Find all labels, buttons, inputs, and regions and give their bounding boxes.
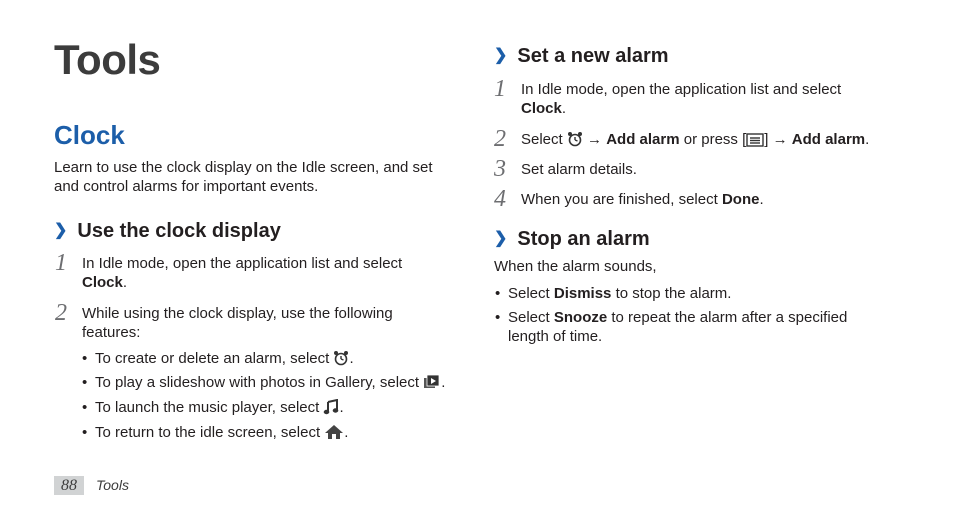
step-number: 2 (494, 126, 506, 152)
step-number: 1 (55, 250, 67, 276)
home-icon (324, 424, 344, 445)
step-bold: Clock (82, 274, 123, 291)
alarm-clock-icon (567, 131, 583, 152)
bullet-text: To launch the music player, select (95, 399, 324, 416)
bullet-bold: Dismiss (553, 285, 612, 302)
step-arrow: → (582, 131, 607, 148)
page-title: Tools (54, 36, 161, 83)
stop-alarm-intro: When the alarm sounds, (494, 258, 657, 275)
list-item (82, 373, 446, 395)
menu-key-icon (746, 133, 764, 152)
bullet-dot: • (495, 309, 501, 326)
bullet-dot: • (82, 374, 88, 391)
bullet-dot: • (82, 350, 88, 367)
step-end: . (122, 274, 128, 291)
list-item (82, 349, 354, 371)
step-bold: Add alarm (791, 131, 866, 148)
step-bold: Done (721, 191, 760, 208)
step-2 (521, 130, 921, 152)
step-number: 3 (494, 156, 506, 182)
step-2: While using the clock display, use the following features: (82, 305, 393, 341)
step-text: ] → (764, 131, 792, 148)
step-end: . (759, 191, 764, 208)
heading-stop-alarm (494, 228, 650, 251)
step-1 (82, 254, 442, 292)
bullet-dot: • (82, 399, 88, 416)
footer-label: Tools (96, 477, 129, 493)
step-bold: Clock (521, 100, 562, 117)
list-item (495, 308, 878, 346)
bullet-text: To return to the idle screen, select (95, 424, 325, 441)
step-3: Set alarm details. (521, 161, 637, 178)
list-item (82, 423, 349, 445)
heading-text: Stop an alarm (517, 228, 650, 250)
section-title-clock: Clock (54, 120, 125, 150)
step-text: or press [ (679, 131, 747, 148)
heading-use-clock-display (54, 220, 281, 243)
heading-text: Set a new alarm (517, 45, 669, 67)
alarm-clock-icon (333, 350, 349, 371)
step-number: 2 (55, 300, 67, 326)
bullet-text: To play a slideshow with photos in Gallery, select (95, 374, 424, 391)
step-end: . (865, 131, 870, 148)
bullet-end: . (344, 424, 349, 441)
step-text: When you are finished, select (521, 191, 722, 208)
bullet-text: to repeat the alarm after a specified length of time. (508, 309, 848, 345)
list-item (495, 284, 732, 303)
bullet-text: to stop the alarm. (611, 285, 732, 302)
bullet-dot: • (82, 424, 88, 441)
bullet-text: Select (508, 285, 554, 302)
section-intro: Learn to use the clock display on the Idle screen, and set and control alarms for important events. (54, 159, 433, 195)
step-text: Select (521, 131, 567, 148)
step-1 (521, 80, 881, 118)
music-note-icon (323, 399, 339, 420)
chevron-icon: ❯ (54, 222, 68, 239)
chevron-icon: ❯ (494, 47, 508, 64)
bullet-text: To create or delete an alarm, select (95, 350, 334, 367)
step-text: In Idle mode, open the application list and select (82, 255, 403, 272)
bullet-end: . (349, 350, 354, 367)
heading-set-new-alarm (494, 45, 669, 68)
page-number: 88 (54, 476, 84, 495)
slideshow-icon (423, 374, 441, 395)
chevron-icon: ❯ (494, 230, 508, 247)
step-4 (521, 190, 764, 209)
list-item (82, 398, 344, 420)
step-number: 1 (494, 76, 506, 102)
bullet-bold: Snooze (553, 309, 608, 326)
step-number: 4 (494, 186, 506, 212)
bullet-dot: • (495, 285, 501, 302)
bullet-end: . (339, 399, 344, 416)
bullet-text: Select (508, 309, 554, 326)
bullet-end: . (441, 374, 446, 391)
step-end: . (561, 100, 567, 117)
step-text: In Idle mode, open the application list and select (521, 81, 842, 98)
step-bold: Add alarm (606, 131, 680, 148)
heading-text: Use the clock display (77, 220, 281, 242)
